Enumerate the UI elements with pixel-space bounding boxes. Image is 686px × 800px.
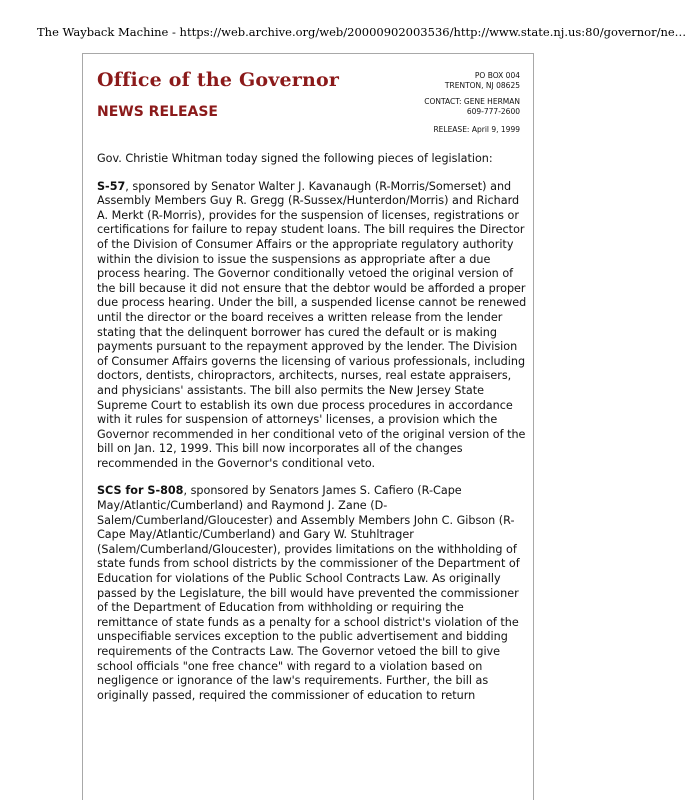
address-block <box>445 71 520 90</box>
intro-paragraph: Gov. Christie Whitman today signed the following pieces of legislation: <box>97 152 493 165</box>
release-block <box>433 125 520 135</box>
release-date: RELEASE: April 9, 1999 <box>433 125 520 134</box>
city: TRENTON, NJ 08625 <box>444 80 520 90</box>
contact-block <box>424 97 520 116</box>
bill-paragraph-s808 <box>97 484 527 703</box>
browser-title: The Wayback Machine - https://web.archive.org/web/20000902003536/http://www.state.nj.us:80/governor/ne… <box>37 25 686 39</box>
po-box: PO BOX 004 <box>474 71 520 80</box>
bill-text: , sponsored by Senators James S. Cafiero (R-Cape May/Atlantic/Cumberland) and Raymond J. Zane (D-Salem/Cumberland/Gloucester) and Assembly Members John C. Gibson (R-Cape May/Atlantic/Cumberland) and Gary W. Stuhltrager (Salem/Cumberland/Gloucester), provides limitations on the withholding of state funds from school districts by the commissioner of the Department of Education for violations of the Public School Contracts Law. As originally passed by the Legislature, the bill would have prevented the commissioner of the Department of Education from withholding or requiring the remittance of state funds as a penalty for a school district's violation of the unspecifiable services exception to the public advertisement and bidding requirements of the Contracts Law. The Governor vetoed the bill to give school officials "one free chance" with regard to a violation based on negligence or ignorance of the law's requirements. Further, the bill as originally passed, required the commissioner of education to return <box>97 484 520 702</box>
news-release-heading: NEWS RELEASE <box>97 104 218 120</box>
contact: CONTACT: GENE HERMAN <box>424 97 520 106</box>
bill-text: , sponsored by Senator Walter J. Kavanaugh (R-Morris/Somerset) and Assembly Members Guy R. Gregg (R-Sussex/Hunterdon/Morris) and Richard A. Merkt (R-Morris), provides for the suspension of licenses, registrations or certifications for failure to repay student loans. The bill requires the Director of the Division of Consumer Affairs or the appropriate regulatory authority within the division to issue the suspensions as appropriate after a due process hearing. The Governor conditionally vetoed the original version of the bill because it did not ensure that the debtor would be afforded a proper due process hearing. Under the bill, a suspended license cannot be renewed until the director or the board receives a written release from the lender stating that the delinquent borrower has cured the default or is making payments pursuant to the repayment approved by the lender. The Division of Consumer Affairs governs the licensing of various professionals, including doctors, dentists, chiropractors, architects, nurses, real estate appraisers, and physicians' assistants. The bill also permits the New Jersey State Supreme Court to establish its own due process procedures in accordance with it rules for suspension of attorneys' licenses, a provision which the Governor recommended in her conditional veto of the original version of the bill on Jan. 12, 1999. This bill now incorporates all of the changes recommended in the Governor's conditional veto. <box>97 179 527 470</box>
phone: 609-777-2600 <box>466 106 520 116</box>
article-body <box>97 152 527 716</box>
office-title: Office of the Governor <box>97 69 340 91</box>
bill-paragraph-s57 <box>97 180 527 472</box>
bill-id: S-57 <box>97 179 126 193</box>
bill-id: SCS for S-808 <box>97 484 184 498</box>
